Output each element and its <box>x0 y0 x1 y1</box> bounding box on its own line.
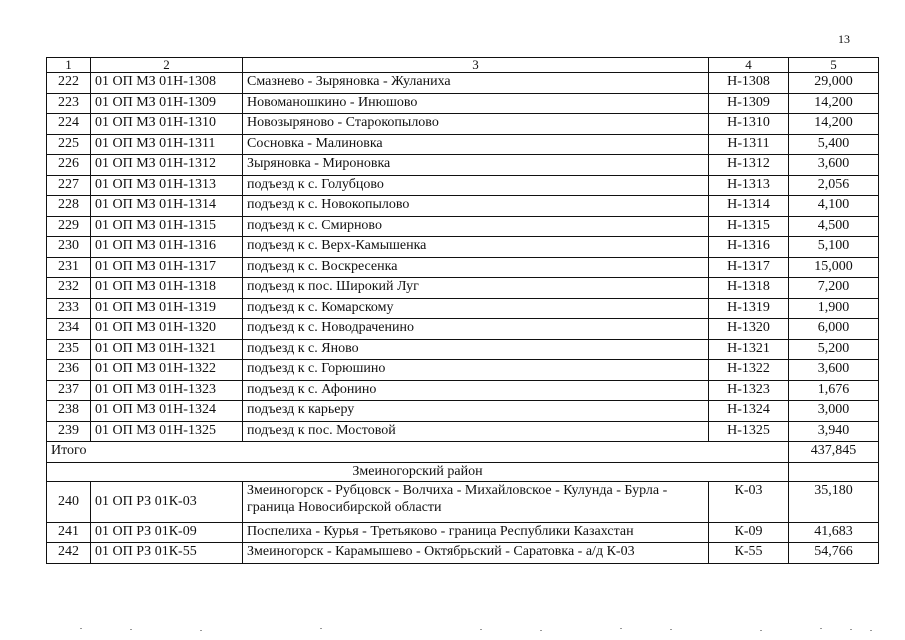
row-number: 239 <box>47 421 91 442</box>
road-length: 1,900 <box>789 298 879 319</box>
speck <box>540 630 542 631</box>
road-name: Змеиногорск - Рубцовск - Волчиха - Михайловское - Кулунда - Бурла - граница Новосибирской области <box>243 481 709 522</box>
road-length: 7,200 <box>789 278 879 299</box>
road-id: К-55 <box>709 543 789 564</box>
road-name: Змеиногорск - Карамышево - Октябрьский - Саратовка - а/д К-03 <box>243 543 709 564</box>
table-row <box>47 298 879 319</box>
road-length: 3,600 <box>789 155 879 176</box>
speck <box>870 630 872 631</box>
road-id: Н-1310 <box>709 114 789 135</box>
header-row <box>47 58 879 73</box>
road-name: Зыряновка - Мироновка <box>243 155 709 176</box>
table-row <box>47 155 879 176</box>
table-row <box>47 257 879 278</box>
road-length: 5,400 <box>789 134 879 155</box>
road-name: подъезд к с. Горюшино <box>243 360 709 381</box>
row-number: 242 <box>47 543 91 564</box>
road-id: К-03 <box>709 481 789 522</box>
speck <box>130 629 132 630</box>
road-length: 6,000 <box>789 319 879 340</box>
district-empty-cell <box>789 462 879 481</box>
road-name: подъезд к пос. Широкий Луг <box>243 278 709 299</box>
column-header: 1 <box>47 58 91 73</box>
table-row <box>47 237 879 258</box>
road-name: подъезд к с. Смирново <box>243 216 709 237</box>
table-row <box>47 360 879 381</box>
road-length: 14,200 <box>789 114 879 135</box>
total-label: Итого <box>47 442 789 463</box>
road-id: Н-1324 <box>709 401 789 422</box>
road-length: 15,000 <box>789 257 879 278</box>
column-header: 2 <box>91 58 243 73</box>
road-id: Н-1313 <box>709 175 789 196</box>
road-code: 01 ОП МЗ 01Н-1323 <box>91 380 243 401</box>
page-number: 13 <box>838 32 850 46</box>
road-code: 01 ОП МЗ 01Н-1322 <box>91 360 243 381</box>
road-name: подъезд к пос. Мостовой <box>243 421 709 442</box>
table-row <box>47 93 879 114</box>
speck <box>80 628 82 629</box>
road-code: 01 ОП МЗ 01Н-1320 <box>91 319 243 340</box>
road-id: Н-1319 <box>709 298 789 319</box>
road-name: подъезд к с. Воскресенка <box>243 257 709 278</box>
table-row <box>47 134 879 155</box>
road-length: 3,940 <box>789 421 879 442</box>
road-id: Н-1323 <box>709 380 789 401</box>
road-code: 01 ОП МЗ 01Н-1317 <box>91 257 243 278</box>
column-header: 3 <box>243 58 709 73</box>
row-number: 222 <box>47 73 91 94</box>
road-length: 29,000 <box>789 73 879 94</box>
scan-noise <box>60 628 880 634</box>
row-number: 233 <box>47 298 91 319</box>
row-number: 237 <box>47 380 91 401</box>
table-row <box>47 114 879 135</box>
road-length: 3,600 <box>789 360 879 381</box>
road-id: Н-1320 <box>709 319 789 340</box>
road-code: 01 ОП МЗ 01Н-1313 <box>91 175 243 196</box>
column-header: 5 <box>789 58 879 73</box>
row-number: 231 <box>47 257 91 278</box>
road-code: 01 ОП РЗ 01К-55 <box>91 543 243 564</box>
row-number: 229 <box>47 216 91 237</box>
road-code: 01 ОП МЗ 01Н-1312 <box>91 155 243 176</box>
row-number: 240 <box>47 481 91 522</box>
road-name: Новоманошкино - Инюшово <box>243 93 709 114</box>
road-id: Н-1317 <box>709 257 789 278</box>
speck <box>850 629 852 630</box>
road-code: 01 ОП МЗ 01Н-1314 <box>91 196 243 217</box>
row-number: 232 <box>47 278 91 299</box>
road-id: Н-1311 <box>709 134 789 155</box>
road-name: подъезд к с. Голубцово <box>243 175 709 196</box>
speck <box>820 628 822 629</box>
road-length: 3,000 <box>789 401 879 422</box>
district-title: Змеиногорский район <box>47 462 789 481</box>
row-number: 234 <box>47 319 91 340</box>
road-code: 01 ОП РЗ 01К-09 <box>91 522 243 543</box>
row-number: 235 <box>47 339 91 360</box>
table-row <box>47 175 879 196</box>
road-id: Н-1308 <box>709 73 789 94</box>
column-header: 4 <box>709 58 789 73</box>
table-row <box>47 319 879 340</box>
road-code: 01 ОП МЗ 01Н-1311 <box>91 134 243 155</box>
road-id: Н-1321 <box>709 339 789 360</box>
row-number: 226 <box>47 155 91 176</box>
speck <box>200 630 202 631</box>
speck <box>670 629 672 630</box>
road-name: Сосновка - Малиновка <box>243 134 709 155</box>
road-code: 01 ОП МЗ 01Н-1318 <box>91 278 243 299</box>
road-length: 14,200 <box>789 93 879 114</box>
road-name: подъезд к карьеру <box>243 401 709 422</box>
road-id: Н-1314 <box>709 196 789 217</box>
table-row <box>47 481 879 522</box>
road-id: Н-1316 <box>709 237 789 258</box>
road-name: подъезд к с. Верх-Камышенка <box>243 237 709 258</box>
table-row <box>47 339 879 360</box>
row-number: 230 <box>47 237 91 258</box>
road-code: 01 ОП МЗ 01Н-1310 <box>91 114 243 135</box>
row-number: 238 <box>47 401 91 422</box>
road-length: 2,056 <box>789 175 879 196</box>
road-code: 01 ОП МЗ 01Н-1315 <box>91 216 243 237</box>
road-length: 5,200 <box>789 339 879 360</box>
road-code: 01 ОП МЗ 01Н-1321 <box>91 339 243 360</box>
row-number: 236 <box>47 360 91 381</box>
table-row <box>47 522 879 543</box>
road-name: подъезд к с. Новокопылово <box>243 196 709 217</box>
road-name: подъезд к с. Новодраченино <box>243 319 709 340</box>
road-id: Н-1315 <box>709 216 789 237</box>
road-length: 41,683 <box>789 522 879 543</box>
total-value: 437,845 <box>789 442 879 463</box>
road-name: Поспелиха - Курья - Третьяково - граница Республики Казахстан <box>243 522 709 543</box>
road-length: 4,500 <box>789 216 879 237</box>
speck <box>480 629 482 630</box>
row-number: 228 <box>47 196 91 217</box>
speck <box>320 628 322 629</box>
road-code: 01 ОП РЗ 01К-03 <box>91 481 243 522</box>
table-row <box>47 73 879 94</box>
speck <box>760 630 762 631</box>
road-length: 35,180 <box>789 481 879 522</box>
road-name: Смазнево - Зыряновка - Жуланиха <box>243 73 709 94</box>
road-id: К-09 <box>709 522 789 543</box>
road-id: Н-1322 <box>709 360 789 381</box>
table-row <box>47 401 879 422</box>
road-length: 1,676 <box>789 380 879 401</box>
road-code: 01 ОП МЗ 01Н-1308 <box>91 73 243 94</box>
district-row <box>47 462 879 481</box>
row-number: 224 <box>47 114 91 135</box>
road-code: 01 ОП МЗ 01Н-1319 <box>91 298 243 319</box>
road-id: Н-1325 <box>709 421 789 442</box>
road-name: подъезд к с. Комарскому <box>243 298 709 319</box>
road-length: 5,100 <box>789 237 879 258</box>
row-number: 227 <box>47 175 91 196</box>
road-length: 54,766 <box>789 543 879 564</box>
table-row <box>47 278 879 299</box>
road-name: подъезд к с. Афонино <box>243 380 709 401</box>
road-id: Н-1309 <box>709 93 789 114</box>
road-name: Новозыряново - Старокопылово <box>243 114 709 135</box>
speck <box>620 628 622 629</box>
row-number: 225 <box>47 134 91 155</box>
road-id: Н-1312 <box>709 155 789 176</box>
roads-table <box>46 57 879 564</box>
row-number: 223 <box>47 93 91 114</box>
road-length: 4,100 <box>789 196 879 217</box>
table-row <box>47 421 879 442</box>
road-code: 01 ОП МЗ 01Н-1324 <box>91 401 243 422</box>
total-row <box>47 442 879 463</box>
table-row <box>47 380 879 401</box>
table-row <box>47 216 879 237</box>
road-id: Н-1318 <box>709 278 789 299</box>
table-row <box>47 543 879 564</box>
road-name: подъезд к с. Яново <box>243 339 709 360</box>
road-code: 01 ОП МЗ 01Н-1316 <box>91 237 243 258</box>
road-code: 01 ОП МЗ 01Н-1325 <box>91 421 243 442</box>
row-number: 241 <box>47 522 91 543</box>
table-row <box>47 196 879 217</box>
road-code: 01 ОП МЗ 01Н-1309 <box>91 93 243 114</box>
